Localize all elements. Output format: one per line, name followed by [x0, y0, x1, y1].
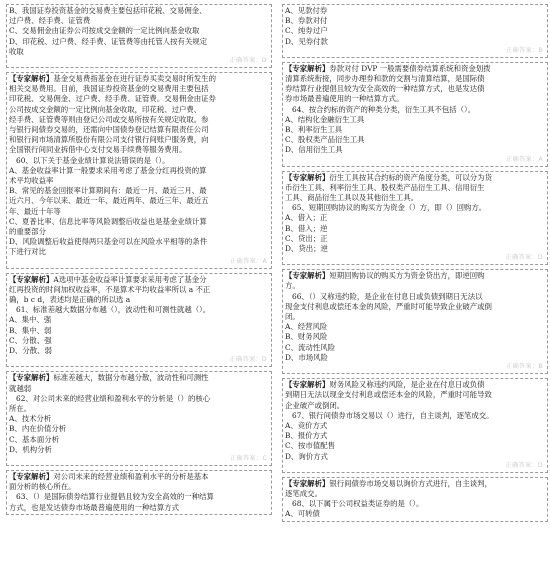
analysis-text: 券市场最普遍使用的一种结算方式。	[285, 94, 404, 104]
expert-analysis-label: 【专家解析】	[285, 271, 330, 281]
option-line: A、借入；正	[285, 213, 328, 223]
answer-stamp: 正确答案：A	[506, 155, 543, 163]
option-line: D、机构分析	[9, 444, 52, 454]
question-63-stem: 63、（）是国际债券结算行业提倡且较为安全高效的一种结算	[16, 492, 214, 502]
question-62-stem: 62、对公司未来的经营业绩和盈利水平的分析是（）的核心	[16, 393, 211, 403]
analysis-62-block	[6, 470, 272, 515]
question-64-stem: 64、按合约标的资产的种类分类，衍生工具不包括（）。	[292, 104, 476, 114]
option-line: 过户费、经手费、证管费	[9, 16, 91, 26]
answer-stamp: 正确答案：B	[506, 46, 543, 54]
option-line: C、分散、强	[9, 335, 52, 345]
answer-stamp: 正确答案：D	[229, 57, 267, 65]
analysis-67-block	[282, 477, 548, 522]
option-line: C、基本面分析	[9, 434, 59, 444]
analysis-text: 与银行间债券交易的，还需向中国债券登记结算有限责任公司	[9, 125, 209, 135]
option-line: D、风险调整后收益使得两只基金可以在风险水平相等的条件	[9, 237, 208, 247]
option-line: 下进行对比	[9, 247, 46, 257]
analysis-text: 衍生工具按其合约标的资产角度分类，可以分为货	[329, 172, 492, 182]
analysis-text: 工具、商品衍生工具以及其他衍生工具。	[285, 193, 419, 203]
option-line: D、贷出；逆	[285, 244, 328, 254]
option-line: 年、最近十年等	[9, 206, 61, 216]
analysis-text: 财务风险又称违约风险，是企业在付息日或负债	[329, 380, 485, 390]
question-68-stem: 68、以下属于公司权益类证券的是（）。	[292, 499, 424, 509]
question-62-stem: 所在。	[9, 403, 32, 413]
analysis-text: 标准差越大，数据分布越分散，波动性和可测性	[53, 373, 209, 383]
option-line: D、询价方式	[285, 451, 328, 461]
option-line: A、可转债	[285, 509, 320, 519]
option-line: D、分散、弱	[9, 346, 52, 356]
analysis-65-block	[282, 269, 548, 374]
option-line: C、股权类产品衍生工具	[285, 135, 365, 145]
option-line: C、按市值配售	[285, 441, 335, 451]
option-line: C、夏普比率、信息比率等风险调整后收益也是基金业绩计算	[9, 216, 207, 226]
left-column	[6, 4, 272, 519]
answer-stamp: 正确答案：D	[229, 356, 267, 364]
question-60-stem: 60、以下关于基金业绩计算说法错误的是（）。	[16, 155, 170, 165]
option-line: 术平均收益率	[9, 176, 54, 186]
option-line: A、基金收益率计算一般要求采用考虑了基金分红再投资的算	[9, 165, 207, 175]
option-line: A、经营风险	[285, 322, 328, 332]
answer-stamp: 正确答案：D	[505, 461, 543, 469]
analysis-63-block	[282, 62, 548, 167]
question-66-stem: 66、（）又称违约险，是企业在付息日或负债到期日无法以	[292, 291, 483, 301]
analysis-text: 相关交易费用。目前，我国证券投资基金的交易费用主要包括	[9, 84, 209, 94]
option-line: 的重要部分	[9, 227, 46, 237]
question-67-stem: 67、银行间债券市场交易以（）进行，自主谈判，逐笔成交。	[292, 410, 494, 420]
option-line: B、利率衍生工具	[285, 125, 343, 135]
analysis-text: 企业破产或倒闭。	[285, 400, 345, 410]
option-line: A、集中、强	[9, 315, 52, 325]
analysis-text: 清算系统衔接，同步办理券和款的交割与清算结算，是国际债	[285, 74, 485, 84]
answer-stamp: 正确答案：D	[505, 254, 543, 262]
analysis-text: 币衍生工具、利率衍生工具、股权类产品衍生工具、信用衍生	[285, 182, 485, 192]
analysis-66-block	[282, 378, 548, 473]
question-63-options-block	[282, 4, 548, 58]
question-66-stem: 现金支付利息或偿还本金的风险，严重时可能导致企业破产或倒	[285, 301, 492, 311]
analysis-60-block	[6, 273, 272, 368]
question-65-stem: 65、短期回购协议的购买方为资金（）方，即（）回购方。	[292, 203, 487, 213]
right-column	[282, 4, 548, 526]
expert-analysis-label: 【专家解析】	[9, 373, 54, 383]
analysis-64-block	[282, 171, 548, 266]
option-line: B、借入；逆	[285, 223, 328, 233]
question-63-stem: 方式，也是发达债券市场最普遍使用的一种结算方式	[9, 502, 179, 512]
analysis-text: 券款对付 DVP 一般需要债券结算系统和资金划拨	[329, 63, 491, 73]
answer-stamp: 正确答案：C	[229, 454, 267, 462]
expert-analysis-label: 【专家解析】	[285, 478, 330, 488]
analysis-text: 到期日无法以现金支付利息或偿还本金的风险，严重时可能导致	[285, 390, 492, 400]
option-line: C、交易佣金由证券公司按成交金额的一定比例向基金收取	[9, 26, 200, 36]
analysis-text: 券结算行业提倡且较为安全高效的一种结算方式，也是发达债	[285, 84, 485, 94]
option-line: 近六月、今年以来、最近一年、最近两年、最近三年、最近五	[9, 196, 209, 206]
option-line: C、贷出；正	[285, 233, 328, 243]
analysis-text: 和银行间市场清算所股份有限公司支付银行间账户服务费，向	[9, 135, 209, 145]
analysis-text: 公司按成交金额的一定比例向基金收取，印花税、过户费、	[9, 104, 202, 114]
expert-analysis-label: 【专家解析】	[285, 63, 330, 73]
option-line: C、流动性风险	[285, 342, 335, 352]
option-line: B、券款对付	[285, 16, 328, 26]
expert-analysis-label: 【专家解析】	[9, 471, 54, 481]
question-59-block	[6, 4, 272, 68]
option-line: D、市场风险	[285, 352, 328, 362]
option-line: A、结构化金融衍生工具	[285, 114, 365, 124]
option-line: D、信用衍生工具	[285, 145, 343, 155]
analysis-61-block	[6, 371, 272, 466]
answer-stamp: 正确答案：A	[230, 257, 267, 265]
analysis-text: 确，b c d，表述均是正确的所以选 a	[9, 295, 131, 305]
option-line: B、我国证券投资基金的交易费主要包括印花税、交易佣金、	[9, 6, 207, 15]
option-line: C、纯券过户	[285, 26, 328, 36]
option-line: A、技术分析	[9, 414, 52, 424]
expert-analysis-label: 【专家解析】	[285, 172, 330, 182]
option-line: 收取	[9, 46, 24, 56]
option-line: B、报价方式	[285, 431, 328, 441]
analysis-text: 银行间债券市场交易以询价方式进行，自主谈判，	[329, 478, 492, 488]
analysis-text: 逐笔成交。	[285, 488, 322, 498]
option-line: D、印花税、过户费、经手费、证管费等由托管人按有关规定	[9, 36, 208, 46]
expert-analysis-label: 【专家解析】	[285, 380, 330, 390]
expert-analysis-label: 【专家解析】	[9, 74, 54, 84]
expert-analysis-label: 【专家解析】	[9, 274, 54, 284]
analysis-text: 全国银行间同业拆借中心支付交易手续费等服务费用。	[9, 145, 187, 155]
analysis-text: 短期回购协议的购买方为资金贷出方，即逆回购	[329, 271, 485, 281]
option-line: D、见券付款	[285, 36, 328, 46]
analysis-text: 印花税、交易佣金、过户费、经手费、证管费。交易佣金由证券	[9, 94, 216, 104]
question-61-stem: 61、标准差越大数据分布越（），波动性和可测性就越（）。	[16, 305, 211, 315]
analysis-text: A选项中基金收益率计算要求采用考虑了基金分	[53, 274, 207, 284]
option-line: A、见款付券	[285, 6, 328, 15]
option-line: B、常见的基金回报率计算期间有：最近一月、最近三月、最	[9, 186, 207, 196]
analysis-text: 红再投资的时间加权收益率，不是算术平均收益率所以 a 不正	[9, 284, 211, 294]
analysis-text: 经手费、证管费等则由登记公司或交易所按有关规定收取。参	[9, 114, 209, 124]
analysis-text: 对公司未来的经营业绩和盈利水平的分析是基本	[53, 471, 209, 481]
analysis-text: 基金交易费指基金在进行证券买卖交易时所发生的	[53, 74, 216, 84]
option-line: B、财务风险	[285, 332, 328, 342]
answer-stamp: 正确答案：B	[506, 363, 543, 371]
option-line: B、内在价值分析	[9, 424, 67, 434]
analysis-text: 面分析的核心所在。	[9, 482, 76, 492]
analysis-text: 就越弱	[9, 383, 32, 393]
option-line: A、竞价方式	[285, 420, 328, 430]
option-line: B、集中、弱	[9, 325, 52, 335]
question-66-stem: 闭。	[285, 312, 300, 322]
analysis-text: 方。	[285, 281, 300, 291]
analysis-59-block	[6, 72, 272, 269]
